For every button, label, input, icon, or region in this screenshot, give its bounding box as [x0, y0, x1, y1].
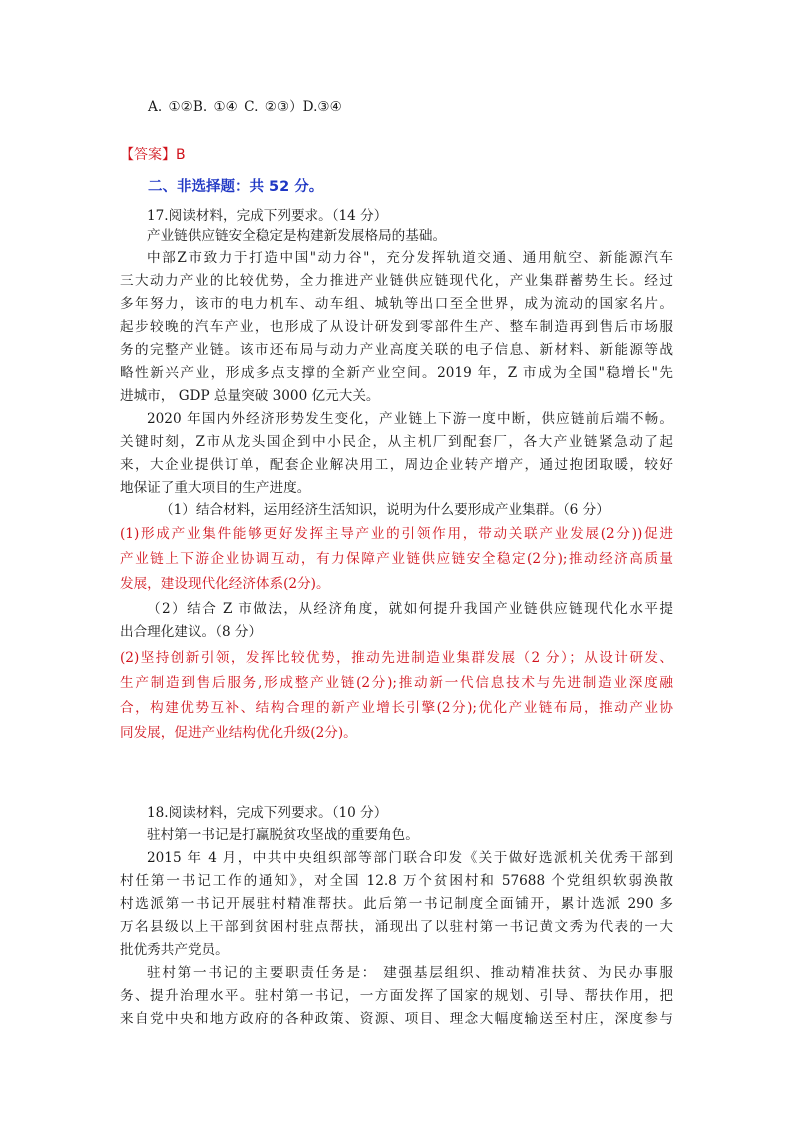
q18-line: 驻村第一书记是打赢脱贫攻坚战的重要角色。 [147, 827, 419, 843]
q18-line: 村任第一书记工作的通知》，对全国 12.8 万个贫困村和 57688 个党组织软弱涣散 [120, 873, 673, 889]
q17-line: 略性新兴产业，形成多点支撑的全新产业空间。2019 年，Z 市成为全国"稳增长"先 [120, 365, 673, 381]
choice-options: A. ①②B. ①④ C. ②③）D.③④ [148, 99, 342, 115]
q17-title: 17.阅读材料，完成下列要求。（14 分） [147, 208, 388, 224]
q18-line: 批优秀共产党员。 [120, 942, 229, 958]
q17-line: 关键时刻，Z市从龙头国企到中小民企，从主机厂到配套厂，各大产业链紧急动了起 [120, 434, 673, 450]
q18-line: 万名县级以上干部到贫困村驻点帮扶，涌现出了以驻村第一书记黄文秀为代表的一大 [120, 919, 673, 935]
q18-line: 村选派第一书记开展驻村精准帮扶。此后第一书记制度全面铺开，累计选派 290 多 [120, 896, 673, 912]
q18-title: 18.阅读材料，完成下列要求。（10 分） [147, 805, 388, 821]
q17-answer-1: (1)形成产业集件能够更好发挥主导产业的引领作用，带动关联产业发展(2分))促进 [120, 526, 673, 542]
q18-line: 驻村第一书记的主要职责任务是： 建强基层组织、推动精准扶贫、为民办事服 [147, 965, 673, 981]
q17-subquestion-1: （1）结合材料，运用经济生活知识，说明为什么要形成产业集群。（6 分） [160, 502, 610, 518]
q17-line: 三大动力产业的比较优势，全力推进产业链供应链现代化，产业集群蓄势生长。经过 [120, 273, 673, 289]
q17-answer-2: 生产制造到售后服务,形成整产业链(2分);推动新一代信息技术与先进制造业深度融 [120, 675, 673, 691]
q18-line: 来自党中央和地方政府的各种政策、资源、项目、理念大幅度输送至村庄，深度参与 [120, 1011, 673, 1027]
q17-subquestion-2: 出合理化建议。（8 分） [120, 624, 263, 640]
q17-answer-2: 合，构建优势互补、结构合理的新产业增长引擎(2分);优化产业链布局，推动产业协 [120, 700, 673, 716]
section-heading: 二、非选择题：共 52 分。 [148, 179, 324, 195]
q17-answer-2: (2)坚持创新引领，发挥比较优势，推动先进制造业集群发展（2 分）；从设计研发、 [120, 650, 673, 666]
q17-line: 务的完整产业链。该市还布局与动力产业高度关联的电子信息、新材料、新能源等战 [120, 342, 673, 358]
q17-answer-1: 发展，建设现代化经济体系(2分)。 [120, 576, 330, 592]
q17-line: 多年努力，该市的电力机车、动车组、城轨等出口至全世界，成为流动的国家名片。 [120, 296, 673, 312]
q17-line: 起步较晚的汽车产业，也形成了从设计研发到零部件生产、整车制造再到售后市场服 [120, 319, 673, 335]
q17-answer-2: 同发展，促进产业结构优化升级(2分)。 [120, 725, 357, 741]
q18-line: 2015 年 4 月，中共中央组织部等部门联合印发《关于做好选派机关优秀干部到 [147, 850, 673, 866]
q17-line: 2020 年国内外经济形势发生变化，产业链上下游一度中断，供应链前后端不畅。 [147, 411, 673, 427]
q17-answer-1: 产业链上下游企业协调互动，有力保障产业链供应链安全稳定(2分);推动经济高质量 [120, 551, 673, 567]
q18-line: 务、提升治理水平。驻村第一书记，一方面发挥了国家的规划、引导、帮扶作用，把 [120, 988, 673, 1004]
q17-line: 地保证了重大项目的生产进度。 [120, 480, 311, 496]
answer-line: 【答案】B [120, 147, 186, 163]
q17-line: 来，大企业提供订单，配套企业解决用工，周边企业转产增产，通过抱团取暖，较好 [120, 457, 673, 473]
q17-line: 产业链供应链安全稳定是构建新发展格局的基础。 [147, 228, 447, 244]
q17-line: 进城市， GDP 总量突破 3000 亿元大关。 [120, 388, 380, 404]
q17-line: 中部Z市致力于打造中国"动力谷"，充分发挥轨道交通、通用航空、新能源汽车 [147, 250, 673, 266]
q17-subquestion-2: （2）结合 Z 市做法，从经济角度，就如何提升我国产业链供应链现代化水平提 [147, 601, 673, 617]
